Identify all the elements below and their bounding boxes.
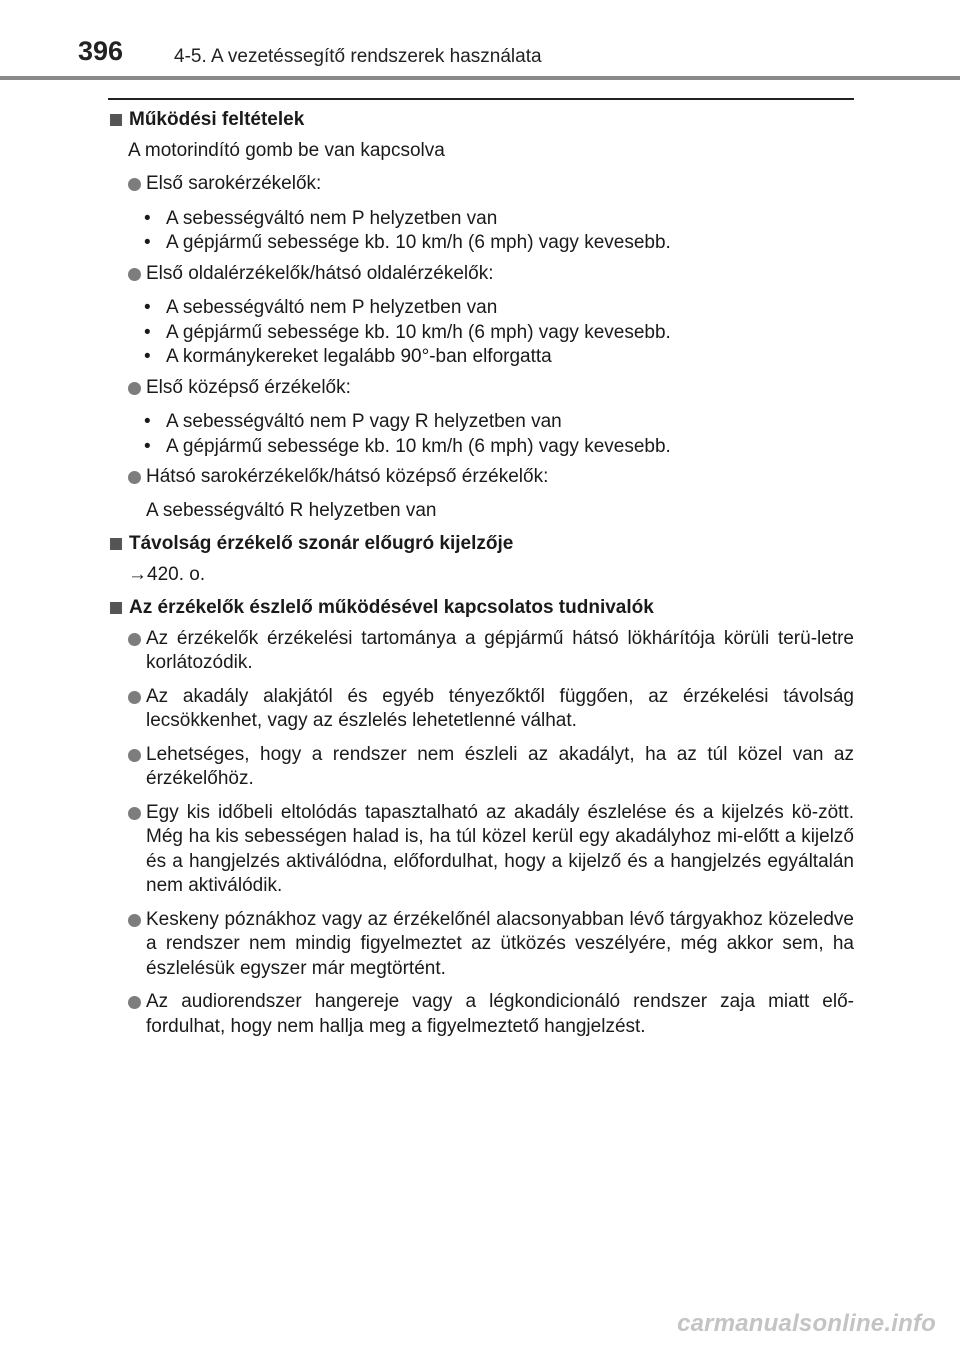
circle-bullet-icon	[128, 471, 141, 484]
circle-bullet-icon	[128, 749, 141, 762]
circle-bullet-icon	[128, 382, 141, 395]
square-bullet-icon	[110, 602, 122, 614]
bullet-text: Hátsó sarokérzékelők/hátsó középső érzékelők:	[146, 466, 549, 487]
sub-item-text: A kormánykereket legalább 90°-ban elforgatta	[166, 346, 552, 367]
bullet-text: Első középső érzékelők:	[146, 376, 351, 398]
dot-bullet-icon: •	[144, 411, 151, 432]
bullet-item	[128, 743, 854, 792]
content-top-rule	[108, 98, 854, 100]
sub-item	[144, 207, 854, 232]
sub-item-text: A sebességváltó nem P helyzetben van	[166, 207, 498, 229]
dot-bullet-icon: •	[144, 207, 151, 229]
bullet-item	[128, 908, 854, 982]
page-content	[108, 108, 854, 1039]
bullet-text: Lehetséges, hogy a rendszer nem észleli az akadályt, ha az túl közel van az érzékelőhöz.	[146, 743, 854, 789]
header-rule	[0, 76, 960, 80]
sub-item	[144, 410, 854, 435]
circle-bullet-icon	[128, 914, 141, 927]
circle-bullet-icon	[128, 691, 141, 704]
circle-bullet-icon	[128, 633, 141, 646]
sub-item-text: A sebességváltó nem P vagy R helyzetben van	[166, 411, 562, 432]
circle-bullet-icon	[128, 268, 141, 281]
bullet-item	[128, 262, 854, 287]
dot-bullet-icon: •	[144, 346, 151, 367]
sub-item-text: A gépjármű sebessége kb. 10 km/h (6 mph) vagy kevesebb.	[166, 232, 671, 253]
circle-bullet-icon	[128, 178, 141, 191]
sub-item	[144, 345, 854, 370]
bullet-item	[128, 376, 854, 401]
intro-paragraph: A motorindító gomb be van kapcsolva	[128, 139, 445, 161]
bullet-item	[128, 465, 854, 490]
bullet-text: Az akadály alakjától és egyéb tényezőktől függően, az érzékelési távolság lecsökkenhet, vagy az észlelés lehetetlenné válhat.	[146, 685, 854, 731]
dot-bullet-icon: •	[144, 321, 151, 343]
heading-text: Távolság érzékelő szonár előugró kijelzője	[129, 533, 514, 554]
bullet-item	[128, 172, 854, 197]
sub-list	[144, 207, 854, 256]
bullet-text: Első oldalérzékelők/hátsó oldalérzékelők:	[146, 262, 494, 284]
bullet-item	[128, 801, 854, 899]
sub-item	[144, 435, 854, 460]
dot-bullet-icon: •	[144, 297, 151, 318]
page-reference: →420. o.	[128, 563, 206, 585]
sub-item-text: A gépjármű sebessége kb. 10 km/h (6 mph) vagy kevesebb.	[166, 435, 671, 457]
bullet-text: Az audiorendszer hangereje vagy a légkondicionáló rendszer zaja miatt elő-fordulhat, hogy nem hallja meg a figyelmeztető hangjelzést.	[146, 991, 854, 1037]
sub-item-text: A gépjármű sebessége kb. 10 km/h (6 mph) vagy kevesebb.	[166, 321, 671, 343]
running-section-title: 4-5. A vezetéssegítő rendszerek használata	[174, 46, 542, 67]
sub-item	[144, 231, 854, 256]
sub-list	[144, 410, 854, 459]
circle-bullet-icon	[128, 996, 141, 1009]
bullet-item	[128, 627, 854, 676]
sub-item	[144, 321, 854, 346]
bullet-text: Az érzékelők érzékelési tartománya a gépjármű hátsó lökhárítója körüli terü-letre korlátozódik.	[146, 627, 854, 673]
heading-text: Az érzékelők észlelő működésével kapcsolatos tudnivalók	[129, 597, 654, 618]
square-bullet-icon	[110, 114, 122, 126]
bullet-item	[128, 685, 854, 734]
section-heading	[108, 108, 854, 133]
dot-bullet-icon: •	[144, 232, 151, 253]
bullet-text: Első sarokérzékelők:	[146, 173, 322, 194]
sub-item	[144, 296, 854, 321]
section-heading	[108, 532, 854, 557]
dot-bullet-icon: •	[144, 435, 151, 457]
bullet-text: Egy kis időbeli eltolódás tapasztalható az akadály észlelése és a kijelzés kö-zött. Még ha kis sebességen halad is, ha túl közel kerül egy akadályhoz mi-előtt a kijelző és a hangjelzés aktiválódna, előfordulhat, hogy a kijelző és a hangjelzés egyáltalán nem aktiválódik.	[146, 801, 854, 896]
section-heading	[108, 596, 854, 621]
circle-bullet-icon	[128, 807, 141, 820]
bullet-follow-text: A sebességváltó R helyzetben van	[146, 499, 437, 521]
sub-list	[144, 296, 854, 370]
sub-item-text: A sebességváltó nem P helyzetben van	[166, 297, 498, 318]
heading-text: Működési feltételek	[129, 109, 305, 130]
bullet-item	[128, 990, 854, 1039]
watermark: carmanualsonline.info	[677, 1310, 936, 1337]
page-number: 396	[78, 36, 124, 66]
bullet-text: Keskeny póznákhoz vagy az érzékelőnél alacsonyabban lévő tárgyakhoz közeledve a rendszer nem mindig figyelmeztet az ütközés veszélyére, még akkor sem, ha észlelésük egyszer már megtörtént.	[146, 908, 854, 979]
square-bullet-icon	[110, 538, 122, 550]
